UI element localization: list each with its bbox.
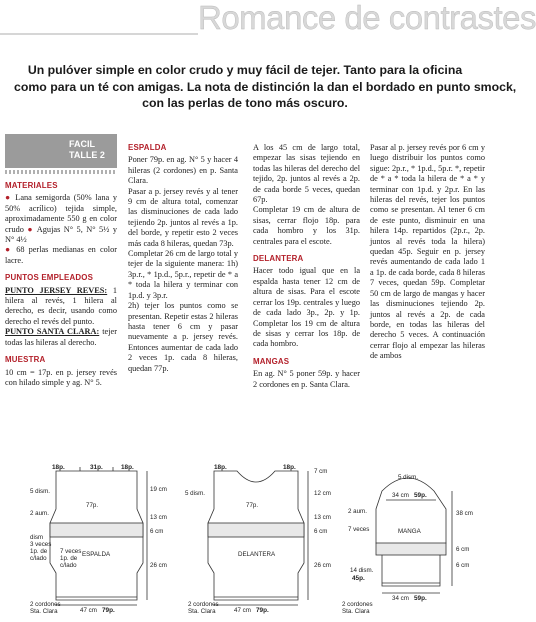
manga-bottom-cm: 34 cm xyxy=(392,595,409,602)
muestra-text: 10 cm = 17p. en p. jersey revés con hilado simple y ag. N° 5. xyxy=(5,367,117,387)
punto-santa-clara: PUNTO SANTA CLARA: tejer todas las hileras al derecho. xyxy=(5,327,117,347)
esp-top-mid: 31p. xyxy=(90,464,103,471)
del-cordones: 2 cordones xyxy=(188,601,219,608)
manga-side: 38 cm xyxy=(456,510,473,517)
materiales-item: ● Lana semigorda (50% lana y 50% acrílico) tejida simple, aproximadamente 550 g en color crudo ● Agujas N° 5, N° 5½ y N° 4½ xyxy=(5,193,117,245)
del-12cm: 12 cm xyxy=(314,490,331,497)
manga-veces: 7 veces xyxy=(348,526,370,533)
esp-dism-label: dism xyxy=(30,534,44,541)
materiales-heading: MATERIALES xyxy=(5,181,58,190)
esp-bottom-h: 26 cm xyxy=(150,562,167,569)
espalda-continued: A los 45 cm de largo total, empezar las sisas tejiendo en todas las hileras del derecho del tejido, 2p. juntos al revés a 2p. de cada borde 5 veces, quedan 67p. xyxy=(253,143,360,205)
esp-top-left: 18p. xyxy=(52,464,65,471)
column-1 xyxy=(5,134,117,388)
delantera-heading: DELANTERA xyxy=(253,254,304,264)
manga-aum: 2 aum. xyxy=(348,508,367,515)
del-smock-a: 13 cm xyxy=(314,514,331,521)
esp-dism: 5 dism. xyxy=(30,488,50,495)
espalda-diagram xyxy=(50,467,147,605)
manga-cordones: Sta. Clara xyxy=(342,608,370,615)
size-label: TALLE 2 xyxy=(69,150,105,160)
esp-veces: 7 veces xyxy=(60,548,82,555)
delantera-diagram xyxy=(208,471,308,605)
espalda-heading: ESPALDA xyxy=(128,143,167,152)
esp-dism-label: 1p. de xyxy=(30,548,48,555)
del-cordones: Sta. Clara xyxy=(188,608,216,615)
esp-aum: 2 aum. xyxy=(30,510,49,517)
manga-width-p: 59p. xyxy=(414,492,427,499)
manga-smock-b: 6 cm xyxy=(456,562,470,569)
esp-bottom-p: 79p. xyxy=(102,607,115,614)
esp-smock-a: 13 cm xyxy=(150,514,167,521)
column-3 xyxy=(253,134,360,390)
size-box xyxy=(5,134,117,168)
mangas-continued: Pasar al p. jersey revés por 6 cm y luego distribuir los puntos como sigue: 2p.r., * 1p.d., 5p.r. *, repetir de * a * toda la hilera de * a * y terminar con 1p.d. y 2p.r. En las hileras del revés, tejer los puntos como se presentan. Al tener 6 cm de este punto, disminuir en una hilera 14p. repartidos (2p.r., 2p. juntos al revés toda la hilera) quedan 45p. Seguir en p. jersey revés aumentando de cada lado 1 a 1p. de cada borde, cada 8 hileras 7 veces, quedan 59p. Completar 50 cm de largo de mangas y hacer las disminuciones tejiendo 2p. juntos al revés a 2p. de cada borde, en todas las hileras del derecho 5 veces. A continuación cerrar flojo al empezar las hileras de ambos xyxy=(370,143,485,361)
manga-name: MANGA xyxy=(398,528,421,535)
bullet-icon: ● xyxy=(5,245,17,255)
column-2 xyxy=(128,134,238,374)
bullet-icon: ● xyxy=(27,224,37,234)
del-dism: 5 dism. xyxy=(185,490,205,497)
esp-dism-label: c/lado xyxy=(30,555,47,562)
manga-smock: 6 cm xyxy=(456,546,470,553)
esp-dism-label: 3 veces xyxy=(30,541,52,548)
del-7cm: 7 cm xyxy=(314,468,328,475)
manga-dism: 14 dism. xyxy=(350,567,374,574)
stripe-divider xyxy=(5,170,117,174)
bullet-icon: ● xyxy=(5,193,16,203)
esp-cordones: 2 cordones xyxy=(30,601,61,608)
del-bottom-p: 79p. xyxy=(256,607,269,614)
esp-sisa: 19 cm xyxy=(150,486,167,493)
page-title: Romance de contrastes xyxy=(198,0,536,36)
esp-width: 77p. xyxy=(86,502,99,509)
punto-jersey: PUNTO JERSEY REVES: 1 hilera al revés, 1 hilera al derecho, es decir, usando como derecho el revés del punto. xyxy=(5,285,117,326)
del-smock-b: 6 cm xyxy=(314,528,328,535)
espalda-paragraph: Pasar a p. jersey revés y al tener 9 cm de altura total, comenzar las disminuciones de cada lado tejiendo 2p. juntos al revés a 1p. del borde, y repetir esto 2 veces más cada 8 hileras, quedan 73p. xyxy=(128,186,238,248)
esp-veces: 1p. de xyxy=(60,555,78,562)
del-name: DELANTERA xyxy=(238,551,276,558)
del-top-left: 18p. xyxy=(214,464,227,471)
manga-cordones: 2 cordones xyxy=(342,601,373,608)
espalda-continued: Completar 19 cm de altura de sisas, cerrar flojo 18p. para cada hombro y los 31p. centrales para el escote. xyxy=(253,205,360,246)
mangas-text: En ag. N° 5 poner 59p. y hacer 2 cordones en p. Santa Clara. xyxy=(253,369,360,389)
manga-top: 5 dism. xyxy=(398,474,418,481)
intro-line: Un pulóver simple en color crudo y muy fácil de tejer. Tanto para la oficina xyxy=(27,63,463,77)
del-bottom-cm: 47 cm xyxy=(234,607,251,614)
espalda-paragraph: Completar 26 cm de largo total y tejer de la siguiente manera: 1h) 3p.r., * 1p.d., 5p.r., repetir de * a * toda la hilera y terminar con 1p.d. y 3p.r. xyxy=(128,249,238,300)
intro-line: con las perlas de tono más oscuro. xyxy=(142,96,348,110)
del-top-right: 18p. xyxy=(283,464,296,471)
intro-text xyxy=(14,62,517,112)
puntos-heading: PUNTOS EMPLEADOS xyxy=(5,273,94,283)
esp-cordones: Sta. Clara xyxy=(30,608,58,615)
difficulty-label: FACIL xyxy=(69,139,95,149)
del-width: 77p. xyxy=(246,502,259,509)
esp-veces: c/lado xyxy=(60,562,77,569)
muestra-heading: MUESTRA xyxy=(5,355,46,365)
schematics xyxy=(0,463,489,617)
del-bottom-h: 26 cm xyxy=(314,562,331,569)
esp-bottom-cm: 47 cm xyxy=(80,607,97,614)
materiales-item: ● 68 perlas medianas en color lacre. xyxy=(5,245,117,265)
esp-smock-b: 6 cm xyxy=(150,528,164,535)
espalda-paragraph: 2h) tejer los puntos como se presentan. Repetir estas 2 hileras hasta tener 6 cm y pasar nuevamente a p. jersey revés. Entonces aumentar de cada lado 2 veces 1p. cada 8 hileras, quedan 77p. xyxy=(128,301,238,373)
esp-name: ESPALDA xyxy=(82,551,111,558)
schematic-svg xyxy=(0,463,489,617)
column-4 xyxy=(370,134,485,362)
title-rule xyxy=(0,33,198,35)
manga-bottom-p: 45p. xyxy=(352,575,365,582)
mangas-heading: MANGAS xyxy=(253,356,290,366)
manga-bottom-p2: 59p. xyxy=(414,595,427,602)
manga-width-cm: 34 cm xyxy=(392,492,409,499)
espalda-paragraph: Poner 79p. en ag. N° 5 y hacer 4 hileras (2 cordones) en p. Santa Clara. xyxy=(128,155,238,186)
delantera-text: Hacer todo igual que en la espalda hasta tener 12 cm de altura de sisas. Para el escote cerrar los 19p. centrales y luego de cada lado 3p., 2p. y 1p. Completar los 19 cm de altura de sisas y cerrar los 18p. de cada hombro. xyxy=(253,266,360,349)
intro-line: como para un té con amigas. La nota de distinción la dan el bordado en punto smock, xyxy=(14,79,517,94)
esp-top-right: 18p. xyxy=(121,464,134,471)
